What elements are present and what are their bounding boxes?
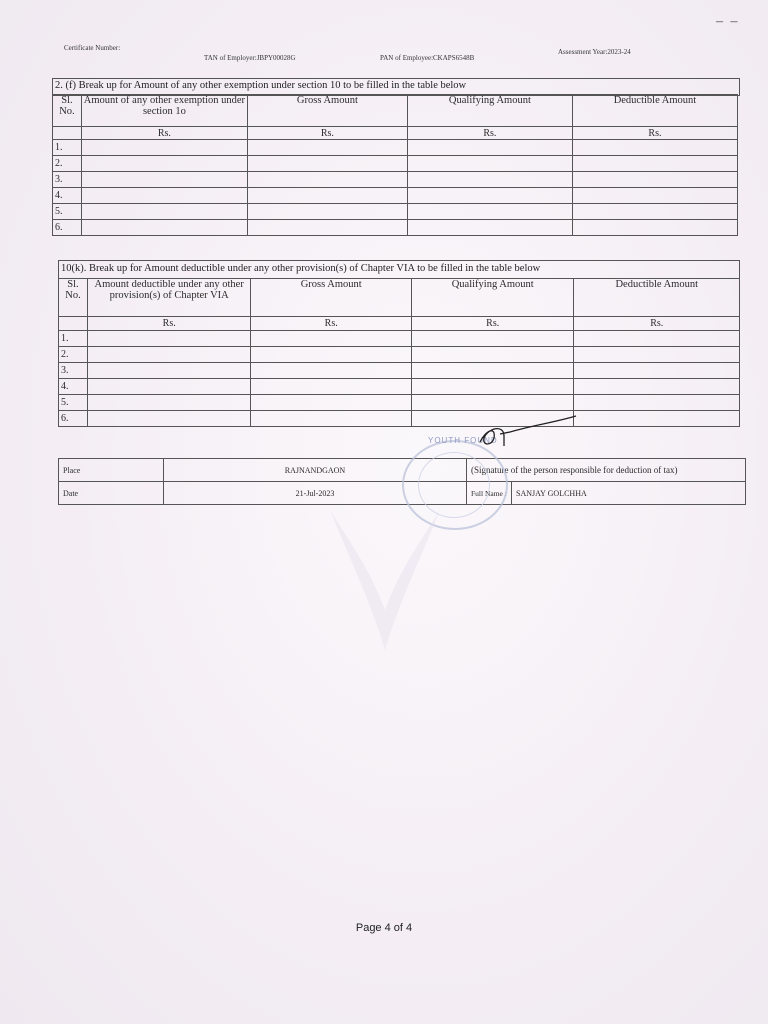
row-number: 4. — [53, 188, 82, 204]
row-number: 6. — [53, 220, 82, 236]
table-row — [59, 411, 740, 427]
pan-of-employee: PAN of Employee:CKAPS6548B — [380, 54, 475, 62]
rs-cell: Rs. — [251, 317, 411, 331]
place-value: RAJNANDGAON — [164, 459, 467, 482]
table-row — [53, 220, 738, 236]
watermark-shape — [330, 510, 440, 650]
table-row — [53, 188, 738, 204]
col-gross-amount: Gross Amount — [247, 95, 407, 127]
scan-mark: ‒ ‒ — [716, 14, 740, 29]
row-number: 2. — [59, 347, 88, 363]
col-exemption-amount: Amount of any other exemption under section 1o — [81, 95, 247, 127]
table1-title: 2. (f) Break up for Amount of any other exemption under section 10 to be filled in the table below — [55, 80, 467, 91]
stamp-text: YOUTH FOUND — [428, 436, 498, 445]
rs-cell — [53, 127, 82, 140]
rs-cell — [59, 317, 88, 331]
table-row — [59, 363, 740, 379]
rs-cell: Rs. — [574, 317, 740, 331]
col-deductible-amount: Deductible Amount — [574, 279, 740, 317]
col-gross-amount: Gross Amount — [251, 279, 411, 317]
full-name-value: SANJAY GOLCHHA — [512, 482, 746, 505]
table-row — [59, 331, 740, 347]
table-row — [53, 156, 738, 172]
rs-cell: Rs. — [81, 127, 247, 140]
table-row — [59, 347, 740, 363]
row-number: 1. — [53, 140, 82, 156]
handwritten-signature — [470, 412, 582, 452]
table-row — [59, 395, 740, 411]
certificate-number: Certificate Number: — [64, 44, 121, 52]
full-name-label: Full Name : — [467, 482, 512, 505]
rs-cell: Rs. — [411, 317, 574, 331]
col-qualifying-amount: Qualifying Amount — [407, 95, 572, 127]
row-number: 5. — [59, 395, 88, 411]
place-label: Place — [59, 459, 164, 482]
exemption-breakup-table — [52, 94, 738, 236]
row-number: 6. — [59, 411, 88, 427]
row-number: 3. — [59, 363, 88, 379]
col-sl-no: Sl. No. — [53, 95, 82, 127]
table2-title: 10(k). Break up for Amount deductible under any other provision(s) of Chapter VIA to be filled in the table below — [61, 263, 541, 274]
signature-label: (Signature of the person responsible for deduction of tax) — [467, 459, 746, 482]
tan-of-employer: TAN of Employer:JBPY00028G — [204, 54, 296, 62]
table-row — [53, 140, 738, 156]
table-row — [53, 172, 738, 188]
watermark-logo — [310, 500, 460, 660]
col-sl-no: Sl. No. — [59, 279, 88, 317]
col-deductible-amount: Deductible Amount — [572, 95, 737, 127]
row-number: 2. — [53, 156, 82, 172]
rs-cell: Rs. — [247, 127, 407, 140]
assessment-year: Assessment Year:2023-24 — [558, 48, 631, 56]
row-number: 1. — [59, 331, 88, 347]
chapter-via-breakup-table — [58, 278, 740, 427]
rs-cell: Rs. — [407, 127, 572, 140]
date-label: Date — [59, 482, 164, 505]
row-number: 5. — [53, 204, 82, 220]
col-qualifying-amount: Qualifying Amount — [411, 279, 574, 317]
col-deductible-provision: Amount deductible under any other provision(s) of Chapter VIA — [87, 279, 251, 317]
signature-stroke — [480, 416, 576, 446]
date-value: 21-Jul-2023 — [164, 482, 467, 505]
rs-cell: Rs. — [572, 127, 737, 140]
row-number: 3. — [53, 172, 82, 188]
table-row — [53, 204, 738, 220]
document-header — [64, 44, 664, 64]
row-number: 4. — [59, 379, 88, 395]
page-number: Page 4 of 4 — [355, 922, 413, 934]
table-row — [59, 379, 740, 395]
rs-cell: Rs. — [87, 317, 251, 331]
